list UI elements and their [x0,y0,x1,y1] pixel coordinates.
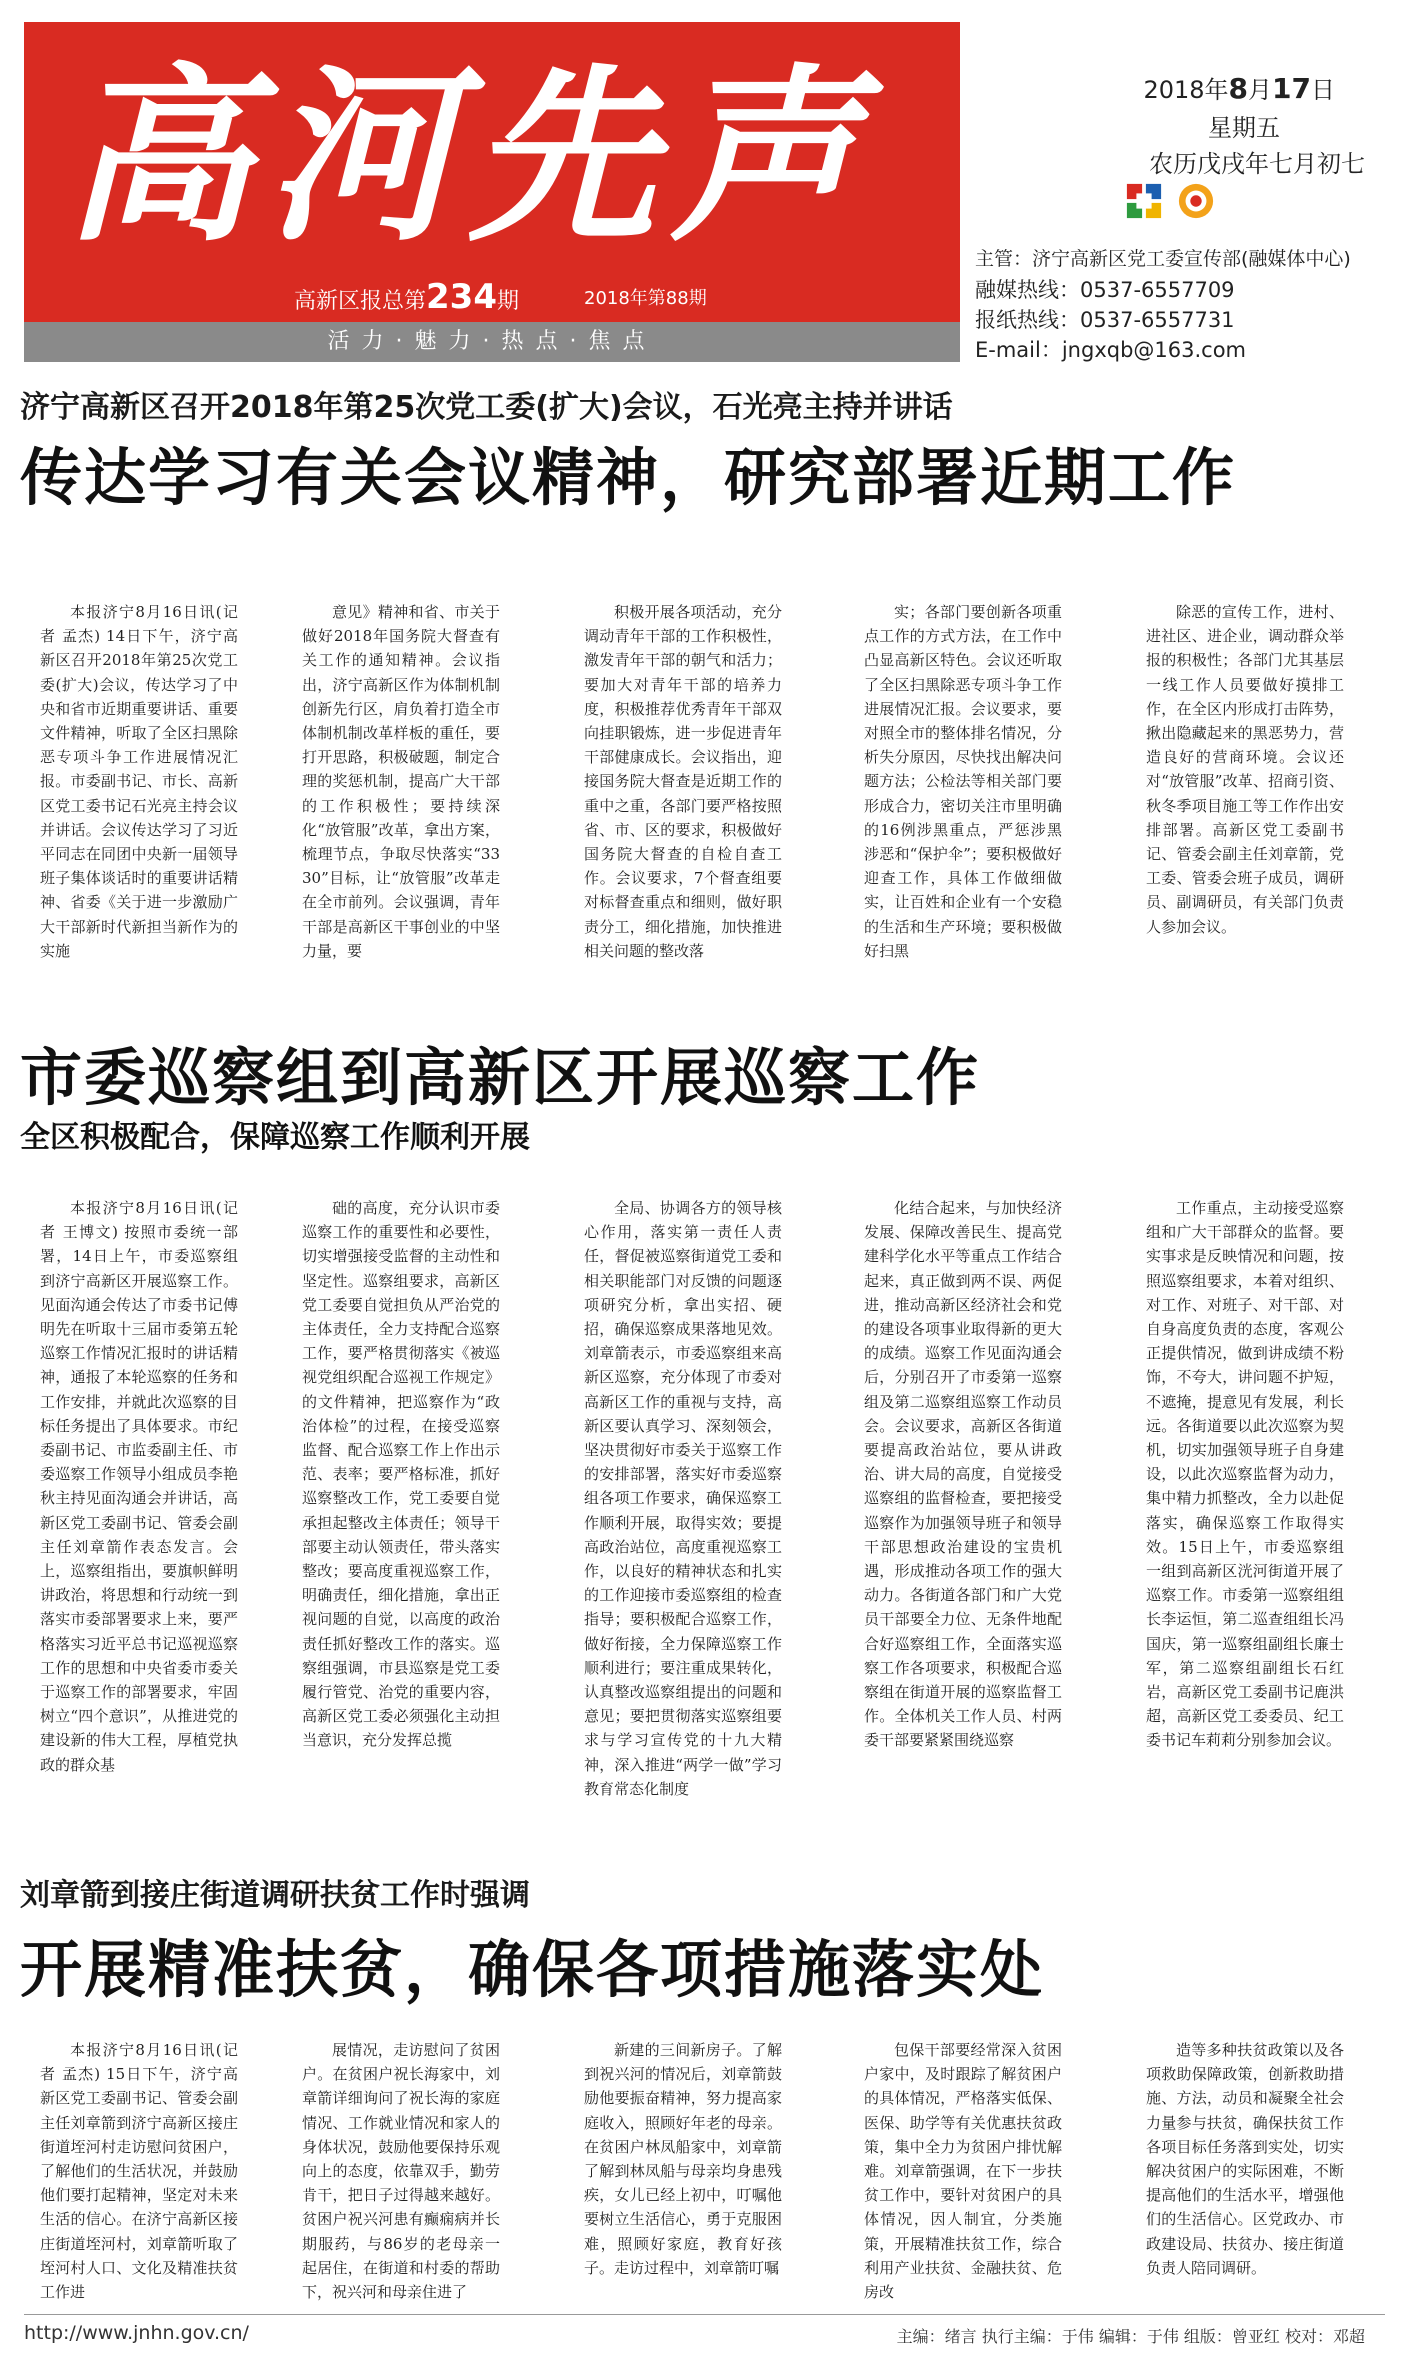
article3-headline: 开展精准扶贫，确保各项措施落实处 [20,1933,1045,2006]
article1-kicker: 济宁高新区召开2018年第25次党工委(扩大)会议，石光亮主持并讲话 [20,390,953,425]
article1-text-2: 意见》精神和省、市关于做好2018年国务院大督查有关工作的通知精神。会议指出，济宁高新区作为体制机制创新先行区，肩负着打造全市体制机制改革样板的重任，要打开思路，积极破题，制定合理的奖惩机制，提高广大干部的工作积极性；要持续深化“放管服”改革，拿出方案，梳理节点，争取尽快落实“3330”目标，让“放管服”改革走在全市前列。会议强调，青年干部是高新区干事创业的中坚力量，要 [302,603,500,960]
article1-text-3: 积极开展各项活动，充分调动青年干部的工作积极性，激发青年干部的朝气和活力；要加大对青年干部的培养力度，积极推荐优秀青年干部双向挂职锻炼，进一步促进青年干部健康成长。会议指出，迎接国务院大督查是近期工作的重中之重，各部门要严格按照省、市、区的要求，积极做好国务院大督查的自检自查工作。会议要求，7个督查组要对标督查重点和细则，做好职责分工，细化措施，加快推进相关问题的整改落 [584,603,782,960]
article2-col-1 [40,1196,238,1828]
media-hotline: 融媒热线：0537-6557709 [975,278,1235,302]
issue-prefix: 高新区报总第 [294,289,427,314]
article2-text-2: 础的高度，充分认识市委巡察工作的重要性和必要性，切实增强接受监督的主动性和坚定性。巡察组要求，高新区党工委要自觉担负从严治党的主体责任，全力支持配合巡察工作，要严格贯彻落实《被巡视党组织配合巡视工作规定》的文件精神，把巡察作为“政治体检”的过程，在接受巡察监督、配合巡察工作上作出示范、表率；要严格标准，抓好巡察整改工作，党工委要自觉承担起整改主体责任；领导干部要主动认领责任，带头落实整改；要高度重视巡察工作，明确责任，细化措施，拿出正视问题的自觉，以高度的政治责任抓好整改工作的落实。巡察组强调，市县巡察是党工委履行管党、治党的重要内容，高新区党工委必须强化主动担当意识，充分发挥总揽 [302,1199,500,1750]
article2-col-2 [302,1196,500,1828]
masthead-year-issue: 2018年第88期 [584,288,707,309]
masthead [24,22,960,362]
article1-col-1 [40,600,238,992]
article3-text-2: 展情况，走访慰问了贫困户。在贫困户祝长海家中，刘章箭详细询问了祝长海的家庭情况、工作就业情况和家人的身体状况，鼓励他要保持乐观向上的态度，依靠双手，勤劳肯干，把日子过得越来越好。贫困户祝兴河患有癫痫病并长期服药，与86岁的老母亲一起居住，在街道和村委的帮助下，祝兴河和母亲住进了 [302,2041,500,2302]
footer-rule [24,2314,1385,2315]
footer-credits: 主编：绪言 执行主编：于伟 编辑：于伟 组版：曾亚红 校对：邓超 [896,2327,1365,2346]
article3-kicker: 刘章箭到接庄街道调研扶贫工作时强调 [20,1878,530,1913]
article2-col-4 [864,1196,1062,1828]
issue-date [1143,70,1335,105]
contact-email: E-mail：jngxqb@163.com [975,338,1247,362]
date-day: 17 [1272,72,1311,105]
article2-col-3 [584,1196,782,1828]
article2-text-3: 全局、协调各方的领导核心作用，落实第一责任人责任，督促被巡察街道党工委和相关职能部门对反馈的问题逐项研究分析，拿出实招、硬招，确保巡察成果落地见效。刘章箭表示，市委巡察组来高新区巡察，充分体现了市委对高新区工作的重视与支持，高新区要认真学习、深刻领会，坚决贯彻好市委关于巡察工作的安排部署，落实好市委巡察组各项工作要求，确保巡察工作顺利开展，取得实效；要提高政治站位，高度重视巡察工作，以良好的精神状态和扎实的工作迎接市委巡察组的检查指导；要积极配合巡察工作，做好衔接，全力保障巡察工作顺利进行；要注重成果转化，认真整改巡察组提出的问题和意见；要把贯彻落实巡察组要求与学习宣传党的十九大精神，深入推进“两学一做”学习教育常态化制度 [584,1199,782,1798]
article3-col-3 [584,2038,782,2304]
footer-url[interactable]: http://www.jnhn.gov.cn/ [24,2322,249,2344]
date-month-label: 月 [1248,76,1273,104]
article2-col-5 [1146,1196,1344,1828]
date-day-label: 日 [1311,76,1335,104]
masthead-title: 高河先声 [64,46,872,267]
date-month: 8 [1228,72,1249,105]
masthead-issue [294,277,519,317]
article1-text-4: 实；各部门要创新各项重点工作的方式方法，在工作中凸显高新区特色。会议还听取了全区扫黑除恶专项斗争工作进展情况汇报。会议要求，要对照全市的整体排名情况，分析失分原因，尽快找出解决问题方法；公检法等相关部门要形成合力，密切关注市里明确的16例涉黑重点，严惩涉黑涉恶和“保护伞”；要积极做好迎查工作，具体工作做细做实，让百姓和企业有一个安稳的生活和生产环境；要积极做好扫黑 [864,603,1062,960]
article3-col-4 [864,2038,1062,2304]
article2-text-5: 工作重点，主动接受巡察组和广大干部群众的监督。要实事求是反映情况和问题，按照巡察组要求，本着对组织、对工作、对班子、对干部、对自身高度负责的态度，客观公正提供情况，做到讲成绩不粉饰，不夸大，讲问题不护短，不遮掩，提意见有发展，利长远。各街道要以此次巡察为契机，切实加强领导班子自身建设，以此次巡察监督为动力，集中精力抓整改，全力以赴促落实，确保巡察工作取得实效。15日上午，市委巡察组一组到高新区洸河街道开展了巡察工作。市委第一巡察组组长李运恒，第二巡查组组长冯国庆，第一巡察组副组长廉士军，第二巡察组副组长石红岩，高新区党工委副书记鹿洪超，高新区党工委委员、纪工委书记车莉莉分别参加会议。 [1146,1199,1344,1750]
article1-headline: 传达学习有关会议精神，研究部署近期工作 [20,441,1237,514]
newspaper-hotline: 报纸热线：0537-6557731 [975,308,1235,332]
article1-col-3 [584,600,782,992]
article3-text-5: 造等多种扶贫政策以及各项救助保障政策，创新救助措施、方法，动员和凝聚全社会力量参与扶贫，确保扶贫工作各项目标任务落到实处，切实解决贫困户的实际困难，不断提高他们的生活水平，增强他们的生活信心。区党政办、市政建设局、扶贫办、接庄街道负责人陪同调研。 [1146,2041,1344,2277]
issue-number: 234 [426,277,497,317]
media-center-logo-icon [1177,182,1215,220]
article1-col-2 [302,600,500,992]
article1-col-5 [1146,600,1344,992]
weekday: 星期五 [1208,114,1280,142]
article3-col-1 [40,2038,238,2304]
article1-text-5: 除恶的宣传工作，进村、进社区、进企业，调动群众举报的积极性；各部门尤其基层一线工作人员要做好摸排工作，在全区内形成打击阵势，揪出隐藏起来的黑恶势力，营造良好的营商环境。会议还对“放管服”改革、招商引资、秋冬季项目施工等工作作出安排部署。高新区党工委副书记、管委会副主任刘章箭，党工委、管委会班子成员，调研员、副调研员，有关部门负责人参加会议。 [1146,603,1344,936]
article1-text-1: 本报济宁8月16日讯(记者 孟杰) 14日下午，济宁高新区召开2018年第25次党工委(扩大)会议，传达学习了中央和省市近期重要讲话、重要文件精神，听取了全区扫黑除恶专项斗争工作进展情况汇报。市委副书记、市长、高新区党工委书记石光亮主持会议并讲话。会议传达学习了习近平同志在同团中央新一届领导班子集体谈话时的重要讲话精神、省委《关于进一步激励广大干部新时代新担当新作为的实施 [40,603,238,960]
article2-subhead: 全区积极配合，保障巡察工作顺利开展 [20,1120,530,1155]
article3-col-5 [1146,2038,1344,2304]
article2-text-1: 本报济宁8月16日讯(记者 王博文) 按照市委统一部署，14日上午，市委巡察组到济宁高新区开展巡察工作。见面沟通会传达了市委书记傅明先在听取十三届市委第五轮巡察工作情况汇报时的讲话精神，通报了本轮巡察的任务和工作安排，并就此次巡察的目标任务提出了具体要求。市纪委副书记、市监委副主任、市委巡察工作领导小组成员李艳秋主持见面沟通会并讲话，高新区党工委副书记、管委会副主任刘章箭作表态发言。会上，巡察组指出，要旗帜鲜明讲政治，将思想和行动统一到落实市委部署要求上来，要严格落实习近平总书记巡视巡察工作的思想和中央省委市委关于巡察工作的部署要求，牢固树立“四个意识”，从推进党的建设新的伟大工程，厚植党执政的群众基 [40,1199,238,1774]
sponsor-line: 主管：济宁高新区党工委宣传部(融媒体中心) [975,248,1351,270]
article2-text-4: 化结合起来，与加快经济发展、保障改善民生、提高党建科学化水平等重点工作结合起来，真正做到两不误、两促进，推动高新区经济社会和党的建设各项事业取得新的更大的成绩。巡察工作见面沟通会后，分别召开了市委第一巡察组及第二巡察组巡察工作动员会。会议要求，高新区各街道要提高政治站位，要从讲政治、讲大局的高度，自觉接受巡察组的监督检查，要把接受巡察作为加强领导班子和领导干部思想政治建设的宝贵机遇，形成推动各项工作的强大动力。各街道各部门和广大党员干部要全力位、无条件地配合好巡察组工作，全面落实巡察工作各项要求，积极配合巡察组在街道开展的巡察监督工作。全体机关工作人员、村两委干部要紧紧围绕巡察 [864,1199,1062,1750]
article2-headline: 市委巡察组到高新区开展巡察工作 [20,1041,981,1114]
article3-col-2 [302,2038,500,2304]
party-logo-icon [1125,182,1163,220]
date-year: 2018年 [1143,76,1229,104]
issue-suffix: 期 [497,289,520,314]
footer [24,2316,1385,2350]
article3-text-3: 新建的三间新房子。了解到祝兴河的情况后，刘章箭鼓励他要振奋精神，努力提高家庭收入，照顾好年老的母亲。在贫困户林凤船家中，刘章箭了解到林凤船与母亲均身患残疾，女儿已经上初中，叮嘱他要树立生活信心，勇于克服困难，照顾好家庭，教育好孩子。走访过程中，刘章箭叮嘱 [584,2041,782,2277]
issue-info [975,22,1395,362]
article3-text-4: 包保干部要经常深入贫困户家中，及时跟踪了解贫困户的具体情况，严格落实低保、医保、助学等有关优惠扶贫政策，集中全力为贫困户排忧解难。刘章箭强调，在下一步扶贫工作中，要针对贫困户的具体情况，因人制宜，分类施策，开展精准扶贫工作，综合利用产业扶贫、金融扶贫、危房改 [864,2041,1062,2302]
article3-text-1: 本报济宁8月16日讯(记者 孟杰) 15日下午，济宁高新区党工委副书记、管委会副主任刘章箭到济宁高新区接庄街道垤河村走访慰问贫困户，了解他们的生活状况，并鼓励他们要打起精神，坚定对未来生活的信心。在济宁高新区接庄街道垤河村，刘章箭听取了垤河村人口、文化及精准扶贫工作进 [40,2041,238,2302]
article1-col-4 [864,600,1062,992]
masthead-slogan: 活力·魅力·热点·焦点 [24,322,960,362]
lunar-date: 农历戊戌年七月初七 [1149,150,1365,178]
